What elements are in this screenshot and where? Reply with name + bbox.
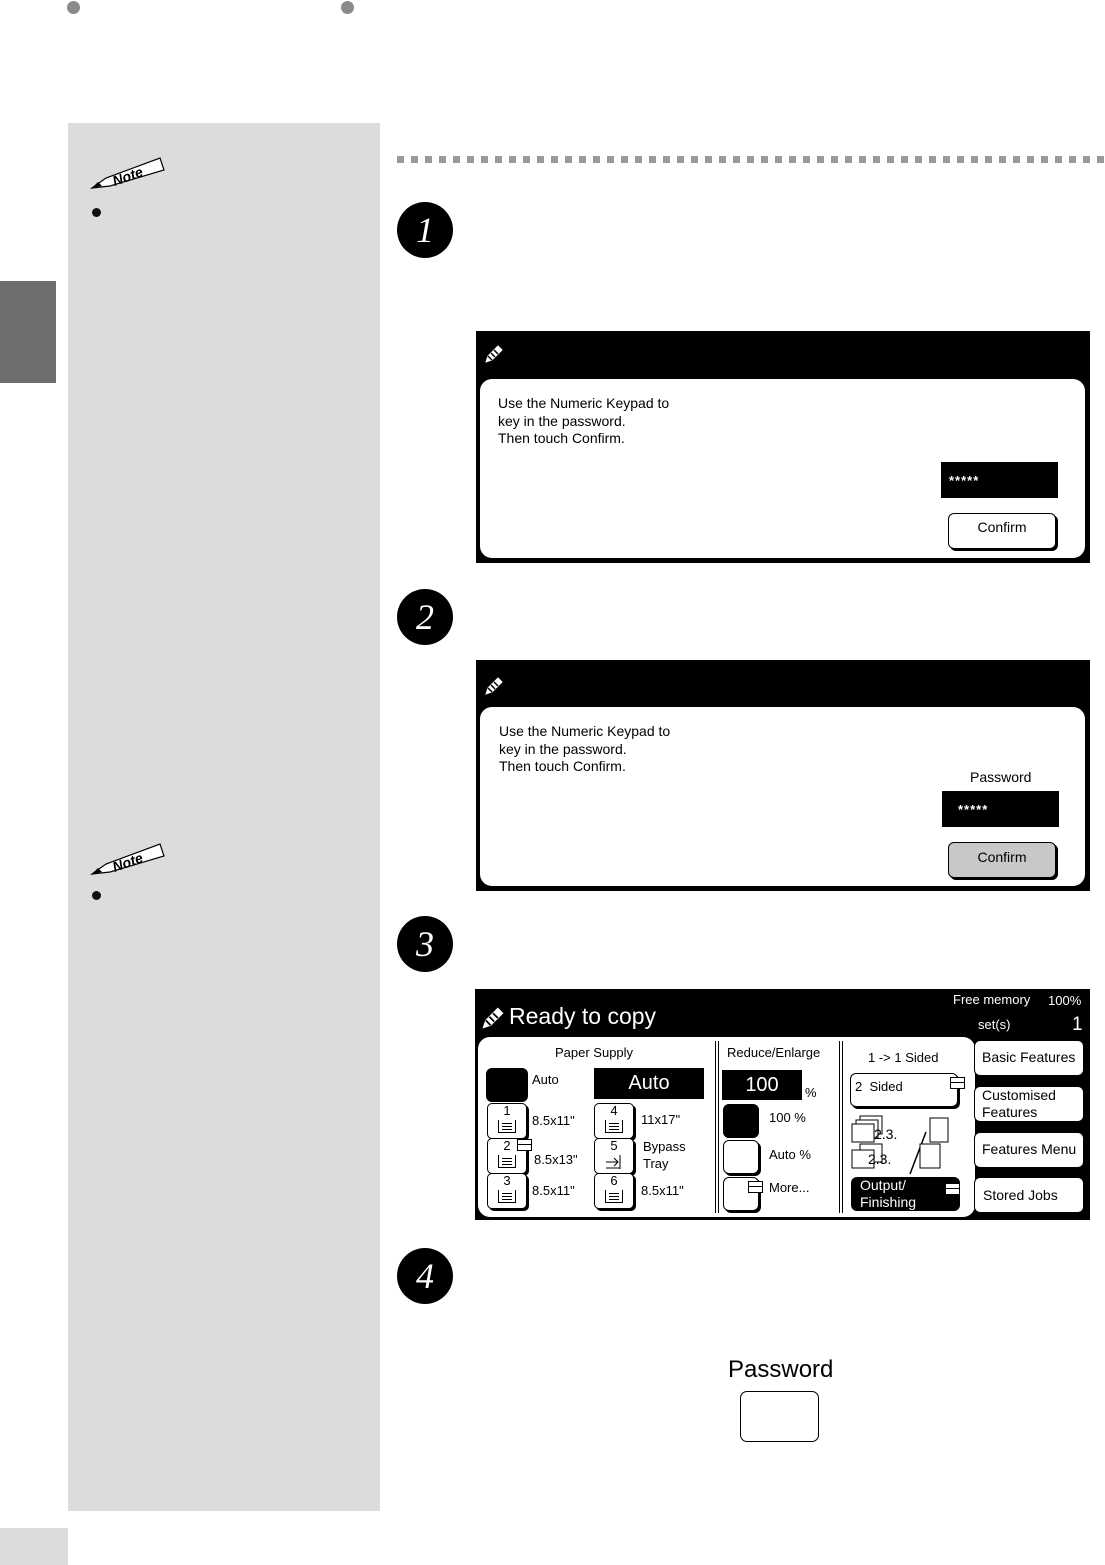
basic-features-button[interactable] (974, 1040, 1084, 1076)
password-field[interactable] (941, 462, 1058, 498)
note-pencil-icon (88, 838, 168, 878)
reduce-enlarge-display (722, 1070, 802, 1100)
paper-auto-display-text: Auto (628, 1072, 670, 1094)
paper-stack-icon (498, 1190, 516, 1203)
percent-unit: % (805, 1085, 817, 1100)
svg-text:2.3.: 2.3. (868, 1151, 892, 1167)
two-sided-label: 2 Sided (855, 1079, 903, 1094)
tray-menu-icon (517, 1139, 532, 1151)
reduce-enlarge-header: Reduce/Enlarge (727, 1045, 821, 1060)
instruction-text: Use the Numeric Keypad to key in the password. Then touch Confirm. (499, 723, 671, 774)
column-divider (718, 1041, 719, 1213)
paper-auto-display (594, 1068, 704, 1099)
page-number-tab (0, 1528, 68, 1565)
reduce-auto-label: Auto % (769, 1147, 811, 1162)
tray-5-size: Bypass Tray (643, 1139, 686, 1171)
basic-features-label: Basic Features (982, 1049, 1076, 1065)
chapter-tab (0, 281, 56, 383)
note-bullet (92, 208, 101, 217)
tray-1-size: 8.5x11" (532, 1113, 575, 1128)
step-number: 3 (416, 924, 434, 964)
tray-3-size: 8.5x11" (532, 1183, 575, 1198)
step-4-marker (397, 1248, 453, 1304)
free-memory-label: Free memory (953, 992, 1031, 1007)
step-number: 2 (416, 597, 434, 637)
stored-jobs-label: Stored Jobs (983, 1187, 1058, 1203)
password-label: Password (970, 769, 1032, 785)
output-finishing-button[interactable] (851, 1177, 960, 1211)
password-value: ***** (949, 473, 980, 488)
tray-number: 1 (503, 1103, 511, 1118)
features-panel (476, 1035, 977, 1219)
reduce-enlarge-value: 100 (745, 1074, 779, 1096)
password-value: ***** (958, 802, 989, 817)
password-dialog-screen-confirming (476, 660, 1090, 891)
paper-supply-header: Paper Supply (555, 1045, 634, 1060)
reduce-100-label: 100 % (769, 1110, 806, 1125)
column-divider (839, 1041, 840, 1213)
step-2-marker (397, 589, 453, 645)
features-menu-button[interactable] (974, 1132, 1084, 1168)
pencil-icon (481, 1006, 505, 1030)
password-key[interactable] (740, 1391, 819, 1442)
two-sided-menu-icon (950, 1077, 965, 1089)
tray-4-button[interactable] (594, 1103, 634, 1139)
customised-features-label: Customised Features (982, 1087, 1056, 1120)
tray-1-button[interactable] (487, 1103, 527, 1139)
tray-4-size: 11x17" (641, 1112, 681, 1127)
paper-stack-icon (498, 1155, 516, 1168)
sets-value: 1 (1072, 1014, 1083, 1035)
bypass-arrow-icon (606, 1155, 622, 1169)
customised-features-button[interactable] (974, 1086, 1084, 1122)
free-memory-value: 100% (1048, 993, 1082, 1008)
tray-2-size: 8.5x13" (534, 1152, 578, 1167)
header-dot-left (67, 1, 80, 14)
paper-auto-label: Auto (532, 1072, 559, 1087)
confirm-button[interactable] (948, 513, 1056, 549)
tray-number: 3 (503, 1173, 511, 1188)
step-number: 4 (416, 1256, 434, 1296)
tray-6-size: 8.5x11" (641, 1183, 684, 1198)
tray-number: 6 (610, 1173, 618, 1188)
two-sided-button[interactable] (850, 1073, 958, 1107)
sets-label: set(s) (978, 1017, 1011, 1032)
note-bullet (92, 891, 101, 900)
output-finishing-label: Output/ Finishing (860, 1177, 917, 1210)
step-3-marker (397, 916, 453, 972)
pencil-icon (484, 344, 504, 364)
tray-number: 2 (503, 1138, 511, 1153)
paper-stack-icon (605, 1120, 623, 1133)
tray-6-button[interactable] (594, 1173, 634, 1209)
confirm-label: Confirm (977, 519, 1027, 535)
column-divider (715, 1041, 716, 1213)
tray-5-button[interactable] (594, 1138, 634, 1174)
step-1-marker (397, 202, 453, 258)
svg-text:Note: Note (110, 163, 145, 189)
sided-current: 1 -> 1 Sided (868, 1050, 939, 1065)
header-dot-right (341, 1, 354, 14)
duplex-illustration-icon (850, 1112, 956, 1176)
stored-jobs-button[interactable] (974, 1177, 1084, 1213)
password-dialog-screen (476, 331, 1090, 563)
paper-stack-icon (605, 1190, 623, 1203)
paper-stack-icon (498, 1120, 516, 1133)
confirm-button[interactable] (948, 842, 1056, 878)
tray-number: 4 (610, 1103, 618, 1118)
tray-3-button[interactable] (487, 1173, 527, 1209)
confirm-label: Confirm (977, 849, 1027, 865)
copy-screen (475, 989, 1090, 1220)
reduce-auto-button[interactable] (723, 1140, 759, 1174)
svg-text:Note: Note (110, 849, 145, 875)
instruction-text: Use the Numeric Keypad to key in the password. Then touch Confirm. (498, 395, 670, 446)
column-divider (842, 1041, 843, 1213)
password-field[interactable] (942, 791, 1059, 827)
note-pencil-icon (88, 152, 168, 192)
password-key-label: Password (728, 1356, 834, 1383)
more-menu-icon (748, 1181, 763, 1193)
paper-auto-button[interactable] (486, 1068, 528, 1102)
copy-status-title: Ready to copy (509, 1003, 657, 1029)
section-divider (397, 156, 1105, 163)
features-menu-label: Features Menu (982, 1141, 1077, 1157)
reduce-more-label: More... (769, 1180, 810, 1195)
pencil-icon (484, 676, 504, 696)
svg-text:2.3.: 2.3. (874, 1126, 898, 1142)
reduce-100-button[interactable] (723, 1104, 759, 1138)
note-sidebar (68, 123, 380, 1511)
dialog-panel (478, 377, 1087, 560)
step-number: 1 (416, 210, 434, 250)
dialog-panel (478, 705, 1087, 888)
tray-number: 5 (610, 1138, 618, 1153)
output-menu-icon (945, 1183, 960, 1195)
